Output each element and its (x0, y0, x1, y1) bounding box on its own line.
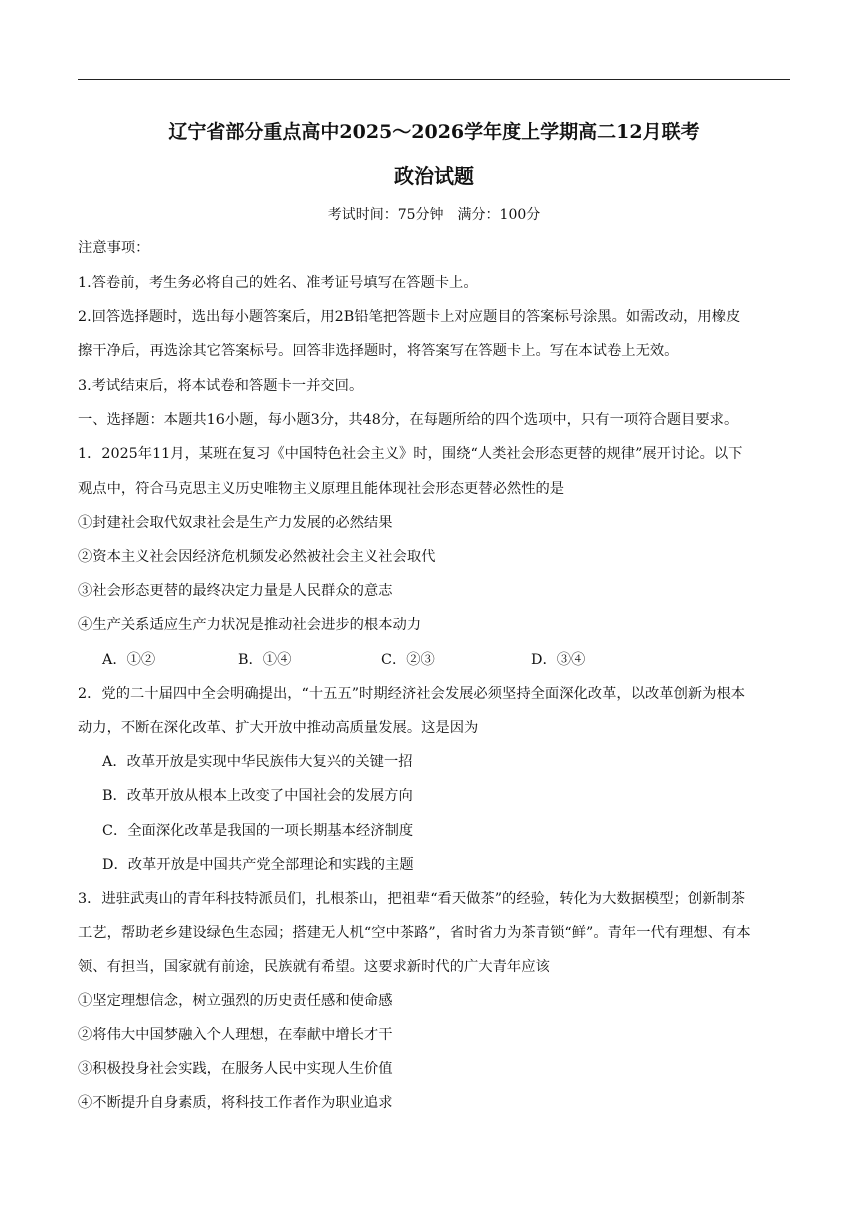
q1-statement-1: ①封建社会取代奴隶社会是生产力发展的必然结果 (78, 515, 393, 531)
q3-statement-1: ①坚定理想信念，树立强烈的历史责任感和使命感 (78, 993, 393, 1009)
q1-statement-2: ②资本主义社会因经济危机频发必然被社会主义社会取代 (78, 549, 436, 565)
page-subtitle: 政治试题 (394, 164, 474, 188)
q3-stem-line-1: 3．进驻武夷山的青年科技特派员们，扎根茶山，把祖辈“看天做茶”的经验，转化为大数据模型；创新制茶 (78, 891, 746, 907)
q3-statement-3: ③积极投身社会实践，在服务人民中实现人生价值 (78, 1061, 393, 1077)
q2-option-b: B．改革开放从根本上改变了中国社会的发展方向 (102, 788, 413, 804)
q3-stem-line-2: 工艺，帮助老乡建设绿色生态园；搭建无人机“空中茶路”，省时省力为茶青锁“鲜”。青年一代有理想、有本 (78, 925, 751, 941)
notice-item-3: 3.考试结束后，将本试卷和答题卡一并交回。 (78, 378, 364, 394)
q1-stem-line-1: 1．2025年11月，某班在复习《中国特色社会主义》时，围绕“人类社会形态更替的规律”展开讨论。以下 (78, 446, 743, 462)
q2-option-d: D．改革开放是中国共产党全部理论和实践的主题 (102, 857, 414, 873)
q2-stem-line-1: 2．党的二十届四中全会明确提出，“十五五”时期经济社会发展必须坚持全面深化改革，以改革创新为根本 (78, 686, 746, 702)
notice-item-2-line-1: 2.回答选择题时，选出每小题答案后，用2B铅笔把答题卡上对应题目的答案标号涂黑。如需改动，用橡皮 (78, 309, 741, 325)
exam-meta: 考试时间：75分钟 满分：100分 (327, 207, 541, 223)
header-rule (78, 79, 790, 80)
q1-option-c: C．②③ (381, 652, 435, 668)
q1-stem-line-2: 观点中，符合马克思主义历史唯物主义原理且能体现社会形态更替必然性的是 (78, 481, 565, 497)
q3-stem-line-3: 领、有担当，国家就有前途，民族就有希望。这要求新时代的广大青年应该 (78, 959, 550, 975)
q2-stem-line-2: 动力，不断在深化改革、扩大开放中推动高质量发展。这是因为 (78, 720, 479, 736)
notice-item-1: 1.答卷前，考生务必将自己的姓名、准考证号填写在答题卡上。 (78, 275, 478, 291)
page-title: 辽宁省部分重点高中2025～2026学年度上学期高二12月联考 (168, 121, 700, 143)
q3-statement-2: ②将伟大中国梦融入个人理想，在奉献中增长才干 (78, 1027, 393, 1043)
q2-option-a: A．改革开放是实现中华民族伟大复兴的关键一招 (102, 754, 413, 770)
q1-options (102, 649, 585, 669)
q1-option-a: A．①② (102, 652, 156, 668)
q1-option-d: D．③④ (531, 652, 586, 668)
q1-statement-3: ③社会形态更替的最终决定力量是人民群众的意志 (78, 583, 393, 599)
q1-option-b: B．①④ (238, 652, 292, 668)
q2-option-c: C．全面深化改革是我国的一项长期基本经济制度 (102, 823, 414, 839)
q1-statement-4: ④生产关系适应生产力状况是推动社会进步的根本动力 (78, 617, 422, 633)
notice-heading: 注意事项： (78, 240, 150, 256)
q3-statement-4: ④不断提升自身素质，将科技工作者作为职业追求 (78, 1095, 393, 1111)
section-heading: 一、选择题：本题共16小题，每小题3分，共48分，在每题所给的四个选项中，只有一项符合题目要求。 (78, 412, 739, 428)
notice-item-2-line-2: 擦干净后，再选涂其它答案标号。回答非选择题时，将答案写在答题卡上。写在本试卷上无效。 (78, 343, 679, 359)
